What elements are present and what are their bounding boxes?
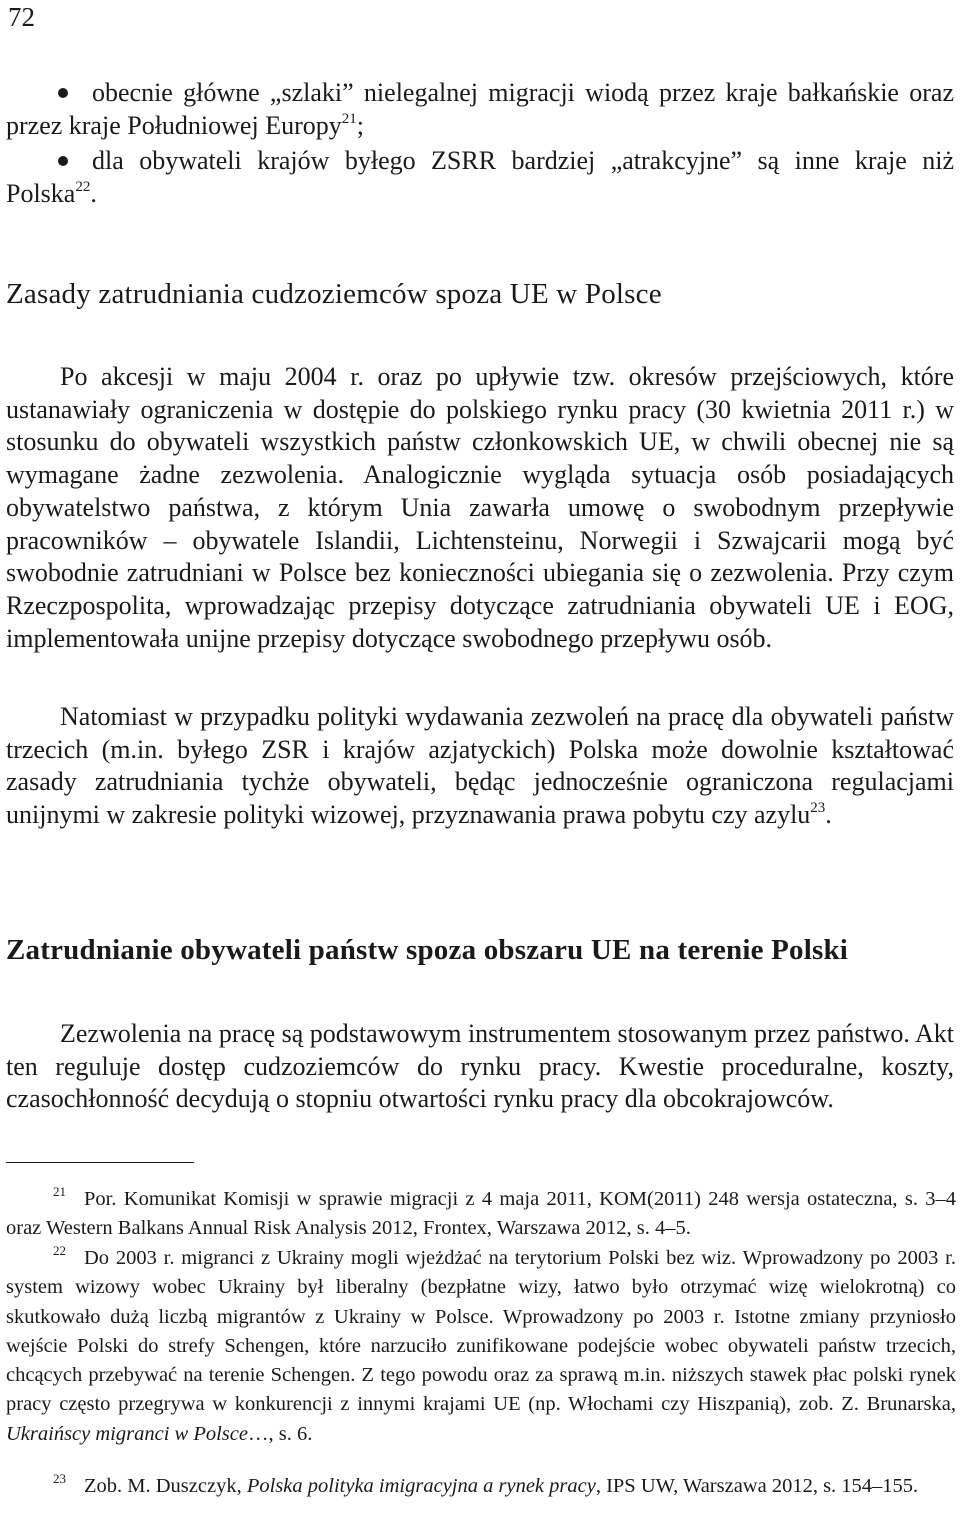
footnote [6,1185,956,1244]
footnote-number: 21 [53,1184,66,1199]
footnote-text: Por. Komunikat Komisji w sprawie migracji z 4 maja 2011, KOM(2011) 248 wersja ostateczna, s. 3–4 oraz Western Balkans Annual Risk Analysis 2012, Frontex, Warszawa 2012, s. 4–5. [6,1188,956,1240]
footnote-separator [6,1162,194,1163]
section-heading: Zasady zatrudniania cudzoziemców spoza UE w Polsce [6,278,662,310]
bullet-dot-icon [58,156,68,166]
paragraph: Zezwolenia na pracę są podstawowym instrumentem stosowanym przez państwo. Akt ten reguluje dostęp cudzoziemców do rynku pracy. Kwestie proceduralne, koszty, czasochłonność decydują o stopniu otwartości rynku pracy dla obcokrajowców. [6,1019,954,1114]
paragraph [6,701,954,832]
footnote-ref[interactable]: 21 [341,111,357,127]
footnote-text: Zob. M. Duszczyk, [84,1475,247,1497]
paragraph-text: Natomiast w przypadku polityki wydawania zezwoleń na pracę dla obywateli państw trzecich (m.in. byłego ZSR i krajów azjatyckich) Polska może dowolnie kształtować zasady zatrudniania tychże obywateli, będąc jednocześnie ograniczona regulacjami unijnymi w zakresie polityki wizowej, przyznawania prawa pobytu czy azylu [6,702,954,830]
bullet-text: dla obywateli krajów byłego ZSRR bardziej „atrakcyjne” są inne kraje niż Polska [6,146,954,208]
footnote-italic: Polska polityka imigracyjna a rynek pracy [246,1475,596,1497]
footnote-ref[interactable]: 22 [75,179,91,195]
footnote-italic: Ukraińscy migranci w Polsce [6,1422,248,1445]
bullet-item [6,144,954,210]
page-number: 72 [8,2,35,32]
paragraph-end: . [825,800,832,830]
paragraph: Po akcesji w maju 2004 r. oraz po upływie tzw. okresów przejściowych, które ustanawiały ograniczenia w dostępie do polskiego rynku pracy (30 kwietnia 2011 r.) w stosunku do obywateli wszystkich państw członkowskich UE, w chwili obecnej nie są wymagane żadne zezwolenia. Analogicznie wygląda sytuacja osób posiadających obywatelstwo państwa, z którym Unia zawarła umowę o swobodnym przepływie pracowników – obywatele Islandii, Lichtensteinu, Norwegii i Szwajcarii mogą być swobodnie zatrudniani w Polsce bez konieczności ubiegania się o zezwolenia. Przy czym Rzeczpospolita, wprowadzając przepisy dotyczące zatrudniania obywateli UE i EOG, implementowała unijne przepisy dotyczące swobodnego przepływu osób. [6,362,954,653]
footnote-ref[interactable]: 23 [810,800,826,817]
footnote-tail: , IPS UW, Warszawa 2012, s. 154–155. [595,1475,919,1497]
footnote-text: Do 2003 r. migranci z Ukrainy mogli wjeżdżać na terytorium Polski bez wiz. Wprowadzony po 2003 r. system wizowy wobec Ukrainy był liberalny (bezpłatne wizy, łatwo było otrzymać wizę wielokrotną) co skutkowało dużą liczbą migrantów z Ukrainy w Polsce. Wprowadzony po 2003 r. Istotne zmiany przyniosło wejście Polski do strefy Schengen, które narzuciło zunifikowane podejście wobec obywateli państw trzecich, chcących przebywać na terenie Schengen. Z tego powodu oraz za sprawą m.in. niższych stawek płac polski rynek pracy często przegrywa w konkurencji z innymi krajami UE (np. Włochami czy Hiszpanią), zob. Z. Brunarska, [6,1247,956,1416]
bullet-text: obecnie główne „szlaki” nielegalnej migracji wiodą przez kraje bałkańskie oraz przez kraje Południowej Europy [6,78,954,140]
footnote-tail: …, s. 6. [247,1422,313,1445]
bullet-item [6,76,954,142]
bullet-end: . [90,179,97,208]
footnote-number: 22 [53,1243,66,1258]
footnote-number: 23 [53,1471,66,1486]
footnote [6,1472,956,1501]
section-heading: Zatrudnianie obywateli państw spoza obszaru UE na terenie Polski [6,934,849,966]
bullet-end: ; [356,111,364,140]
footnote [6,1244,956,1449]
bullet-dot-icon [58,88,68,98]
